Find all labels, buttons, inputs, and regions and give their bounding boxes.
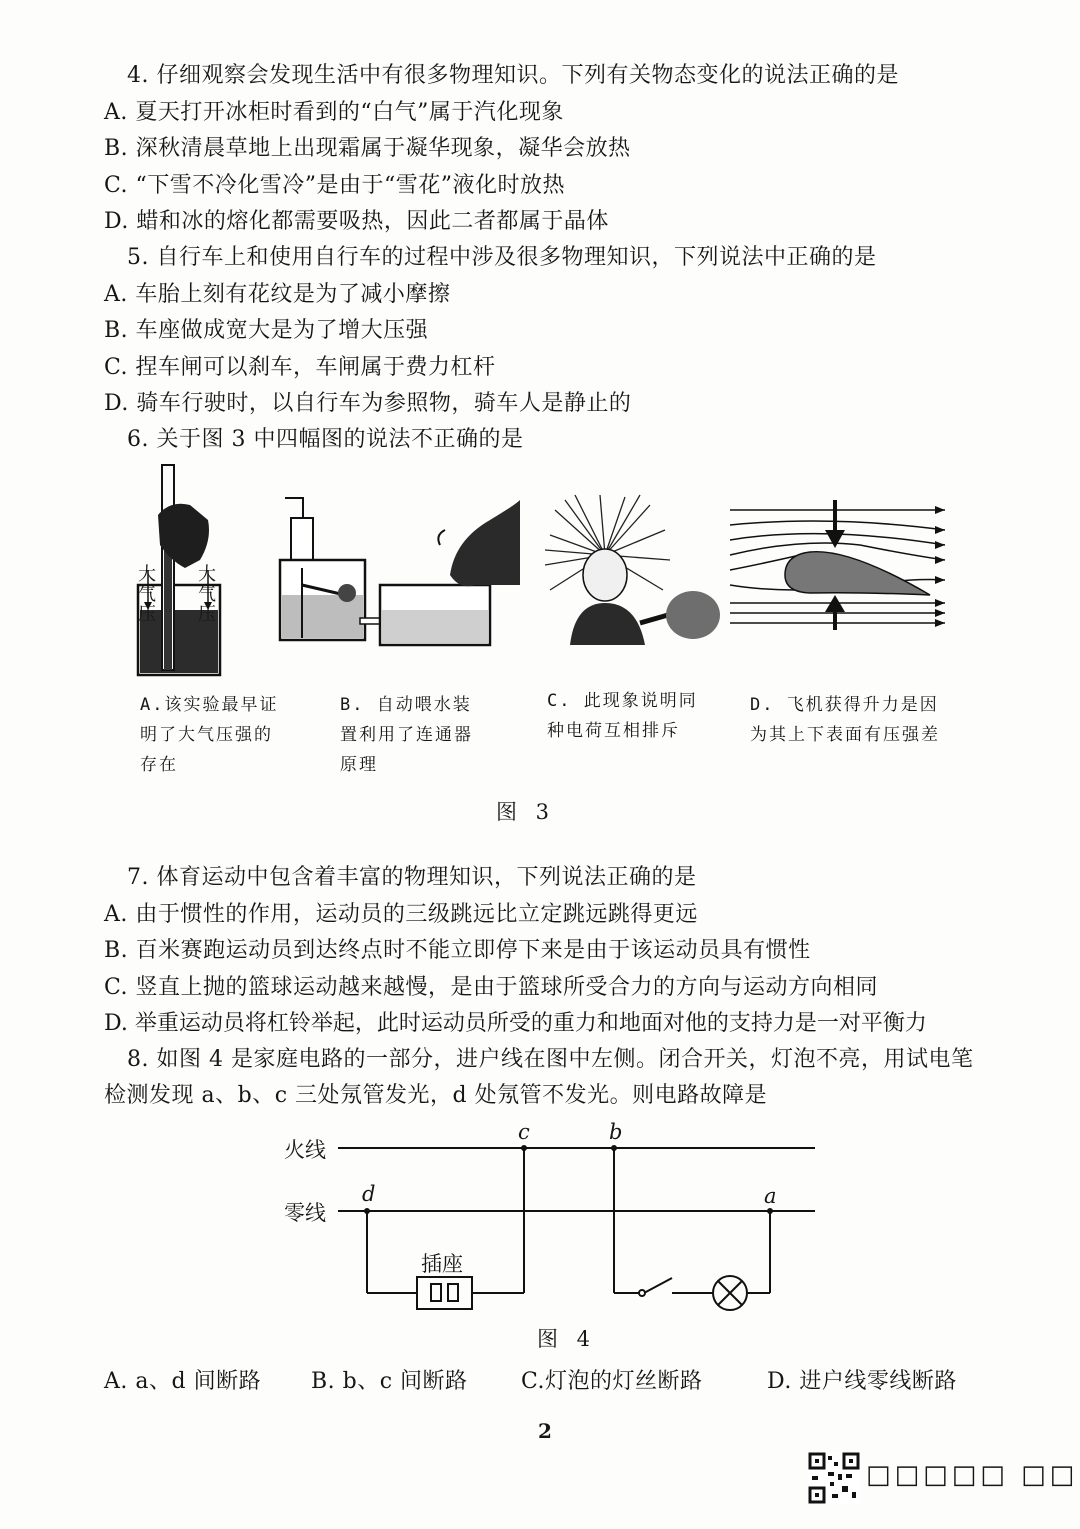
q4-option-b: B. 深秋清晨草地上出现霜属于凝华现象，凝华会放热	[104, 136, 631, 161]
q8-stem-line-1: 8. 如图 4 是家庭电路的一部分，进户线在图中左侧。闭合开关，灯泡不亮，用试电笔	[127, 1047, 974, 1072]
q6-stem: 6. 关于图 3 中四幅图的说法不正确的是	[127, 427, 524, 452]
q8-option-c: C.灯泡的灯丝断路	[521, 1369, 703, 1394]
neutral-wire-label: 零线	[284, 1201, 326, 1225]
point-d-label: d	[362, 1182, 376, 1206]
q4-option-d: D. 蜡和冰的熔化都需要吸热，因此二者都属于晶体	[104, 209, 609, 234]
q4-option-a: A. 夏天打开冰柜时看到的“白气”属于汽化现象	[104, 100, 564, 125]
socket-label: 插座	[421, 1252, 463, 1276]
q8-stem-line-2: 检测发现 a、b、c 三处氖管发光，d 处氖管不发光。则电路故障是	[104, 1083, 768, 1108]
atm-label-left: 大气压	[138, 564, 156, 625]
caption-c: C. 此现象说明同 种电荷互相排斥	[547, 691, 698, 741]
q7-option-c: C. 竖直上抛的篮球运动越来越慢，是由于篮球所受合力的方向与运动方向相同	[104, 975, 879, 1000]
q7-option-d: D. 举重运动员将杠铃举起，此时运动员所受的重力和地面对他的支持力是一对平衡力	[104, 1011, 927, 1036]
q8-option-b: B. b、c 间断路	[311, 1369, 468, 1394]
q8-option-d: D. 进户线零线断路	[767, 1369, 957, 1394]
q7-option-b: B. 百米赛跑运动员到达终点时不能立即停下来是由于该运动员具有惯性	[104, 938, 811, 963]
footer-text: □□□□□ □□	[866, 1460, 1079, 1490]
q7-stem: 7. 体育运动中包含着丰富的物理知识，下列说法正确的是	[127, 865, 697, 890]
caption-d: D. 飞机获得升力是因 为其上下表面有压强差	[750, 695, 940, 745]
page-number: 2	[538, 1419, 552, 1443]
caption-a: A.该实验最早证 明了大气压强的 存在	[140, 695, 279, 775]
q5-option-b: B. 车座做成宽大是为了增大压强	[104, 318, 429, 343]
point-b-label: b	[609, 1120, 623, 1144]
atm-label-right: 大气压	[198, 564, 216, 625]
q4-stem: 4. 仔细观察会发现生活中有很多物理知识。下列有关物态变化的说法正确的是	[127, 63, 899, 88]
point-c-label: c	[518, 1120, 530, 1144]
q8-option-a: A. a、d 间断路	[104, 1369, 262, 1394]
caption-b: B. 自动喂水装 置利用了连通器 原理	[340, 695, 473, 775]
q7-option-a: A. 由于惯性的作用，运动员的三级跳远比立定跳远跳得更远	[104, 902, 698, 927]
q5-option-d: D. 骑车行驶时，以自行车为参照物，骑车人是静止的	[104, 391, 632, 416]
q5-stem: 5. 自行车上和使用自行车的过程中涉及很多物理知识，下列说法中正确的是	[127, 245, 877, 270]
point-a-label: a	[764, 1184, 777, 1208]
figure-3-label: 图 3	[496, 800, 556, 824]
q5-option-a: A. 车胎上刻有花纹是为了减小摩擦	[104, 282, 451, 307]
qr-code-icon	[808, 1452, 860, 1504]
figure-4-label: 图 4	[537, 1327, 597, 1351]
q5-option-c: C. 捏车闸可以刹车，车闸属于费力杠杆	[104, 355, 496, 380]
live-wire-label: 火线	[284, 1138, 326, 1162]
q4-option-c: C. “下雪不冷化雪冷”是由于“雪花”液化时放热	[104, 173, 566, 198]
